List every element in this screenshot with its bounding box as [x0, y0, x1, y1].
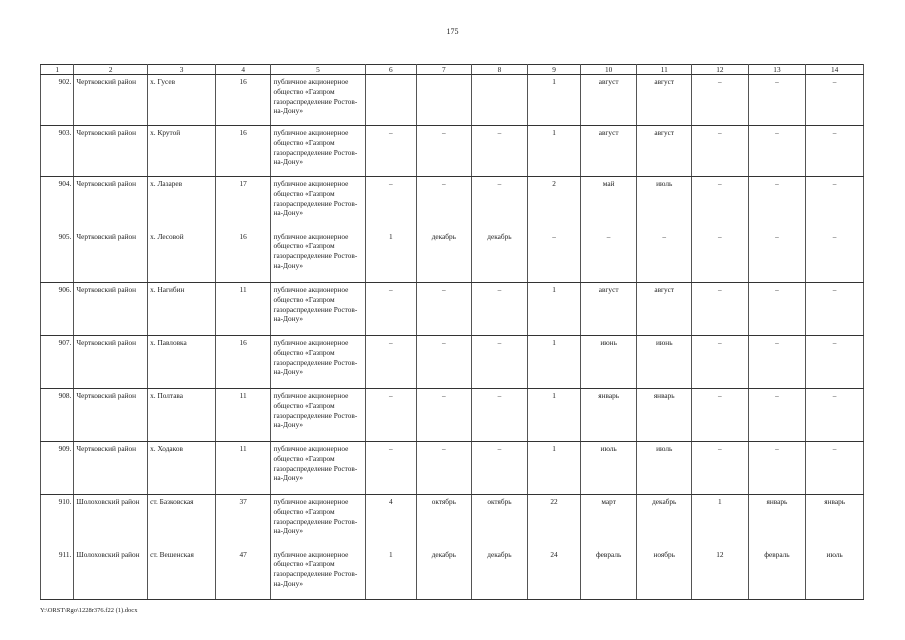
organization-cell: публичное акционерное общество «Газпром газораспределение Ростов-на-Дону»: [271, 442, 365, 495]
settlement-cell: ст. Вешенская: [148, 548, 216, 600]
settlement-cell: х. Нагибин: [148, 283, 216, 336]
settlement-cell: х. Полтава: [148, 389, 216, 442]
col7-value: октябрь: [417, 495, 472, 548]
column-header: 9: [528, 65, 581, 75]
col13-value: –: [748, 230, 806, 283]
row-number: 909.: [41, 442, 74, 495]
table-row: [41, 495, 864, 548]
col13-value: –: [748, 126, 806, 177]
col8-value: –: [471, 177, 528, 230]
column-header: 6: [365, 65, 417, 75]
col6-value: –: [365, 336, 417, 389]
col6-value: 1: [365, 548, 417, 600]
col4-value: 17: [215, 177, 271, 230]
column-header: 2: [74, 65, 148, 75]
table-row: [41, 336, 864, 389]
col9-value: 1: [528, 442, 581, 495]
col11-value: июль: [637, 442, 692, 495]
col9-value: 2: [528, 177, 581, 230]
organization-cell: публичное акционерное общество «Газпром газораспределение Ростов-на-Дону»: [271, 126, 365, 177]
col4-value: 11: [215, 442, 271, 495]
district-cell: Чертковский район: [74, 389, 148, 442]
settlement-cell: х. Крутой: [148, 126, 216, 177]
col14-value: –: [806, 230, 864, 283]
row-number: 911.: [41, 548, 74, 600]
row-number: 906.: [41, 283, 74, 336]
col10-value: январь: [580, 389, 637, 442]
column-header: 3: [148, 65, 216, 75]
col4-value: 37: [215, 495, 271, 548]
col11-value: декабрь: [637, 495, 692, 548]
col9-value: 1: [528, 389, 581, 442]
col11-value: январь: [637, 389, 692, 442]
col12-value: –: [692, 283, 749, 336]
col11-value: июнь: [637, 336, 692, 389]
col8-value: –: [471, 336, 528, 389]
row-number: 903.: [41, 126, 74, 177]
col9-value: –: [528, 230, 581, 283]
table-row: [41, 177, 864, 230]
col11-value: ноябрь: [637, 548, 692, 600]
col14-value: –: [806, 177, 864, 230]
col4-value: 11: [215, 283, 271, 336]
col14-value: –: [806, 283, 864, 336]
col6-value: –: [365, 442, 417, 495]
col10-value: август: [580, 75, 637, 126]
data-table: [40, 64, 864, 600]
column-header: 7: [417, 65, 472, 75]
col12-value: –: [692, 336, 749, 389]
table-row: [41, 548, 864, 600]
col10-value: –: [580, 230, 637, 283]
row-number: 905.: [41, 230, 74, 283]
col7-value: –: [417, 336, 472, 389]
col12-value: –: [692, 177, 749, 230]
col12-value: –: [692, 75, 749, 126]
col8-value: октябрь: [471, 495, 528, 548]
col10-value: май: [580, 177, 637, 230]
col12-value: –: [692, 442, 749, 495]
col7-value: декабрь: [417, 548, 472, 600]
settlement-cell: х. Гусев: [148, 75, 216, 126]
col6-value: 1: [365, 230, 417, 283]
column-header: 8: [471, 65, 528, 75]
col8-value: декабрь: [471, 548, 528, 600]
col9-value: 24: [528, 548, 581, 600]
col11-value: июль: [637, 177, 692, 230]
column-header: 5: [271, 65, 365, 75]
col13-value: февраль: [748, 548, 806, 600]
col12-value: 12: [692, 548, 749, 600]
col11-value: август: [637, 75, 692, 126]
col12-value: –: [692, 126, 749, 177]
organization-cell: публичное акционерное общество «Газпром газораспределение Ростов-на-Дону»: [271, 495, 365, 548]
col14-value: –: [806, 126, 864, 177]
district-cell: Чертковский район: [74, 442, 148, 495]
settlement-cell: х. Лесовой: [148, 230, 216, 283]
table-row: [41, 442, 864, 495]
row-number: 908.: [41, 389, 74, 442]
col7-value: –: [417, 442, 472, 495]
organization-cell: публичное акционерное общество «Газпром газораспределение Ростов-на-Дону»: [271, 75, 365, 126]
col13-value: –: [748, 336, 806, 389]
column-header: 10: [580, 65, 637, 75]
col14-value: июль: [806, 548, 864, 600]
row-number: 904.: [41, 177, 74, 230]
col11-value: –: [637, 230, 692, 283]
col10-value: март: [580, 495, 637, 548]
row-number: 907.: [41, 336, 74, 389]
col8-value: [471, 75, 528, 126]
col7-value: –: [417, 389, 472, 442]
col14-value: –: [806, 336, 864, 389]
col6-value: –: [365, 177, 417, 230]
col12-value: –: [692, 230, 749, 283]
col9-value: 1: [528, 336, 581, 389]
settlement-cell: х. Лазарев: [148, 177, 216, 230]
col6-value: –: [365, 389, 417, 442]
page-number: 175: [446, 27, 459, 36]
col13-value: январь: [748, 495, 806, 548]
col7-value: [417, 75, 472, 126]
col10-value: август: [580, 283, 637, 336]
col10-value: февраль: [580, 548, 637, 600]
row-number: 910.: [41, 495, 74, 548]
column-header: 12: [692, 65, 749, 75]
col4-value: 11: [215, 389, 271, 442]
district-cell: Чертковский район: [74, 177, 148, 230]
column-header: 14: [806, 65, 864, 75]
col14-value: январь: [806, 495, 864, 548]
col9-value: 1: [528, 126, 581, 177]
header-row: [41, 65, 864, 75]
col8-value: –: [471, 389, 528, 442]
column-header: 4: [215, 65, 271, 75]
district-cell: Чертковский район: [74, 126, 148, 177]
col8-value: –: [471, 442, 528, 495]
col4-value: 16: [215, 75, 271, 126]
col10-value: август: [580, 126, 637, 177]
column-header: 13: [748, 65, 806, 75]
col12-value: 1: [692, 495, 749, 548]
col14-value: –: [806, 389, 864, 442]
settlement-cell: ст. Базковская: [148, 495, 216, 548]
col6-value: –: [365, 126, 417, 177]
district-cell: Чертковский район: [74, 336, 148, 389]
organization-cell: публичное акционерное общество «Газпром газораспределение Ростов-на-Дону»: [271, 177, 365, 230]
col8-value: декабрь: [471, 230, 528, 283]
col13-value: –: [748, 442, 806, 495]
col14-value: –: [806, 442, 864, 495]
organization-cell: публичное акционерное общество «Газпром газораспределение Ростов-на-Дону»: [271, 336, 365, 389]
settlement-cell: х. Ходаков: [148, 442, 216, 495]
col4-value: 16: [215, 336, 271, 389]
col8-value: –: [471, 126, 528, 177]
district-cell: Шолоховский район: [74, 548, 148, 600]
col9-value: 1: [528, 283, 581, 336]
col13-value: –: [748, 389, 806, 442]
row-number: 902.: [41, 75, 74, 126]
col11-value: август: [637, 283, 692, 336]
organization-cell: публичное акционерное общество «Газпром газораспределение Ростов-на-Дону»: [271, 548, 365, 600]
col11-value: август: [637, 126, 692, 177]
table-row: [41, 75, 864, 126]
col6-value: 4: [365, 495, 417, 548]
col8-value: –: [471, 283, 528, 336]
district-cell: Чертковский район: [74, 283, 148, 336]
district-cell: Шолоховский район: [74, 495, 148, 548]
organization-cell: публичное акционерное общество «Газпром газораспределение Ростов-на-Дону»: [271, 230, 365, 283]
column-header: 1: [41, 65, 74, 75]
col13-value: –: [748, 177, 806, 230]
col10-value: июль: [580, 442, 637, 495]
table-row: [41, 283, 864, 336]
col7-value: декабрь: [417, 230, 472, 283]
table-row: [41, 126, 864, 177]
district-cell: Чертковский район: [74, 230, 148, 283]
col7-value: –: [417, 177, 472, 230]
col10-value: июнь: [580, 336, 637, 389]
file-path-footer: Y:\ORST\Rgo\1228r376.f22 (1).docx: [40, 607, 138, 614]
col9-value: 22: [528, 495, 581, 548]
district-cell: Чертковский район: [74, 75, 148, 126]
column-header: 11: [637, 65, 692, 75]
organization-cell: публичное акционерное общество «Газпром газораспределение Ростов-на-Дону»: [271, 389, 365, 442]
table-row: [41, 389, 864, 442]
col7-value: –: [417, 283, 472, 336]
col7-value: –: [417, 126, 472, 177]
settlement-cell: х. Павловка: [148, 336, 216, 389]
col4-value: 16: [215, 126, 271, 177]
col6-value: [365, 75, 417, 126]
col4-value: 16: [215, 230, 271, 283]
col9-value: 1: [528, 75, 581, 126]
col12-value: –: [692, 389, 749, 442]
table-row: [41, 230, 864, 283]
col13-value: –: [748, 283, 806, 336]
col6-value: –: [365, 283, 417, 336]
col14-value: –: [806, 75, 864, 126]
col4-value: 47: [215, 548, 271, 600]
col13-value: –: [748, 75, 806, 126]
organization-cell: публичное акционерное общество «Газпром газораспределение Ростов-на-Дону»: [271, 283, 365, 336]
